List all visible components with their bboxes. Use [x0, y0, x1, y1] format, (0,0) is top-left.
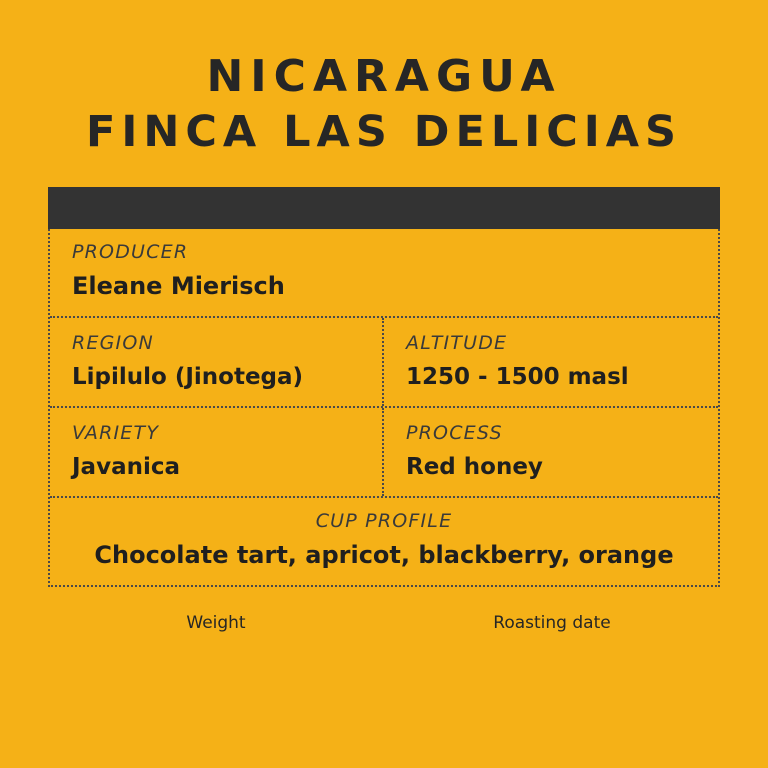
cell-variety [50, 408, 384, 496]
title-line-origin: NICARAGUA [206, 51, 562, 102]
cell-cup-profile [50, 498, 718, 585]
title-line-farm: FINCA LAS DELICIAS [85, 107, 683, 158]
footer [44, 613, 724, 633]
table-row-producer [50, 229, 718, 318]
cell-producer [50, 229, 718, 316]
weight-label: Weight [186, 613, 246, 634]
cell-process [384, 408, 718, 496]
table-row-variety-process [50, 408, 718, 498]
region-label: REGION [72, 332, 154, 355]
cell-altitude [384, 318, 718, 406]
process-value: Red honey [406, 454, 543, 481]
altitude-value: 1250 - 1500 masl [406, 364, 629, 391]
cup-profile-label: CUP PROFILE [315, 510, 453, 533]
altitude-label: ALTITUDE [406, 332, 508, 355]
table-row-region-altitude [50, 318, 718, 408]
page-title [44, 48, 724, 161]
header-bar [48, 187, 720, 229]
variety-label: VARIETY [72, 422, 160, 445]
region-value: Lipilulo (Jinotega) [72, 364, 304, 391]
producer-label: PRODUCER [72, 241, 189, 264]
cup-profile-value: Chocolate tart, apricot, blackberry, orange [94, 541, 674, 570]
producer-value: Eleane Mierisch [72, 272, 285, 301]
process-label: PROCESS [406, 422, 503, 445]
roasting-date-label: Roasting date [493, 613, 611, 634]
cell-region [50, 318, 384, 406]
table-row-cup-profile [50, 498, 718, 585]
variety-value: Javanica [72, 454, 181, 481]
details-table [48, 229, 720, 587]
